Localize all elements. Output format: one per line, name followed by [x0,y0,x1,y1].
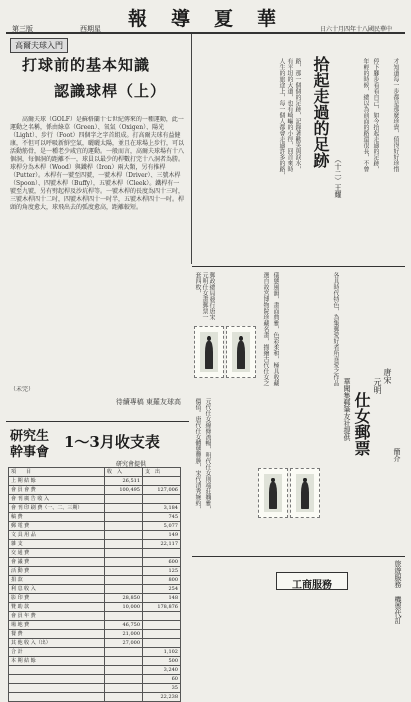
table-cell: 26,511 [105,477,143,486]
masthead-char-3: 夏 [214,8,234,30]
page-number: 第三版 [12,25,33,33]
table-cell: 餐 費 [9,630,105,639]
finance-org: 研究會提供 [116,461,147,468]
finance-col-header: 支 出 [143,468,181,477]
table-cell: 500 [143,657,181,666]
finance-title-2: 幹事會 [10,445,50,460]
table-row [9,621,181,630]
stamps-dynasty-1: 唐宋 [383,368,392,384]
table-cell [105,540,143,549]
essay-col-5: 停下腳步看看自己，如今拾起走過的足跡， [372,58,379,172]
stamp-image-3 [258,468,288,518]
table-cell: 影 印 費 [9,594,105,603]
essay-article [194,36,405,264]
table-row [9,594,181,603]
table-cell: 會 員 會 費 [9,486,105,495]
stamp-image-1 [194,326,224,378]
table-cell: 35 [143,684,181,693]
table-row [9,567,181,576]
golf-article [6,36,189,419]
table-cell: 其 他 收 入（出） [9,639,105,648]
table-cell: 125 [143,567,181,576]
table-cell: 149 [143,531,181,540]
table-cell: 10,000 [105,603,143,612]
table-cell [105,693,143,702]
table-cell [105,558,143,567]
table-cell: 28,850 [105,594,143,603]
masthead [0,0,411,32]
ad-section [192,558,405,636]
table-cell: 交 通 費 [9,549,105,558]
table-cell: 21,000 [105,630,143,639]
essay-author: （十二）王耀 [334,156,342,198]
stamps-title: 仕女郵票 [352,392,371,456]
table-cell: 745 [143,513,181,522]
table-cell: 會 員 年 費 [9,612,105,621]
table-cell [143,630,181,639]
golf-title-line2: 認識球桿（上） [54,82,167,100]
table-cell: 贊 助 款 [9,603,105,612]
table-cell: 800 [143,576,181,585]
masthead-char-1: 報 [128,8,148,30]
finance-col-header: 項 目 [9,468,105,477]
stamps-col-6: 各具時代特色，為集郵愛好者所喜愛之作品 [332,272,339,386]
masthead-char-2: 導 [171,8,191,30]
table-cell [105,549,143,558]
table-cell [105,675,143,684]
table-cell: 會 刊 印 刷 費（一、二、三期） [9,504,105,513]
masthead-char-4: 華 [257,8,277,30]
finance-table [8,467,181,702]
table-cell: 5,077 [143,522,181,531]
table-cell: 稿 費 [9,513,105,522]
table-row [9,675,181,684]
ad-right-col: 旅遊服務 機票代訂 [394,560,402,624]
table-cell [9,666,105,675]
table-cell [9,693,105,702]
essay-col-6: 才知道每一步都是那麼珍貴，值得好好珍惜 [392,58,399,172]
stamps-dynasty-2: 元明 [373,378,382,394]
table-cell [105,648,143,657]
golf-body: 高爾夫球（GOLF）是蘇格蘭十七世紀傳來的一種運動，此一運動之名稱，係由綠草（Green）、氧氣（Oxigen）、陽光（Light）、步行（Foot）四個字之字首組成。打高爾夫球有益健康，不但可以呼吸新鮮空氣，曬曬太陽，並且在球場上步行，可以活動筋骨，是一種老少咸宜的運動。一般而言，高爾夫球場有十八個洞，每個洞的距離不一，球員以最少的桿數打完十八洞者為勝。球桿分為木桿（Wood）與鐵桿（Iron）兩大類，另有推桿（Putter）。木桿有一號至四號，一號木桿（Driver）、三號木桿（Spoon）、四號木桿（Buffy），五號木桿（Cleek）。鐵桿有一號至九號，另有劈起桿及沙坑桿等。一號木桿的長度為四十三吋，三號木桿四十二吋，四號木桿四十一吋半，五號木桿四十一吋。桿頭的角度愈大，球飛出去的弧度愈高，距離較短。 [10,116,184,211]
table-cell: 22,117 [143,540,181,549]
essay-col-3: 路，那一個個的足跡，記錄著歡笑與淚水， [294,58,301,172]
golf-source: 待續專稿 東羅友球高 [115,398,181,406]
table-cell: 60 [143,675,181,684]
table-cell [143,621,181,630]
table-row [9,648,181,657]
stamps-article [192,268,405,554]
table-cell [105,504,143,513]
table-row [9,576,181,585]
table-cell [9,675,105,684]
table-cell: 合 計 [9,648,105,657]
table-row [9,585,181,594]
table-cell: 本 期 結 餘 [9,657,105,666]
essay-title: 拾起走過的足跡 [311,56,330,168]
table-row [9,495,181,504]
stamps-col-5: 元代仕女線條流暢，明代仕女則端莊嫻雅， [204,398,211,512]
table-cell [105,585,143,594]
stamp-image-2 [226,326,256,378]
table-cell: 178,876 [143,603,181,612]
ad-box [276,572,348,590]
table-cell [105,666,143,675]
finance-report [6,423,189,700]
issue-date: 日六十月四年十八國民華中 [320,26,393,33]
table-row [9,486,181,495]
table-cell: 600 [143,558,181,567]
table-row [9,684,181,693]
stamps-subtitle: 簡介 [393,448,401,462]
finance-col-header: 收 入 [105,468,143,477]
table-cell: 254 [143,585,181,594]
table-cell [105,495,143,504]
golf-continued: （未完） [10,386,35,393]
table-row [9,603,181,612]
table-cell: 148 [143,594,181,603]
table-row [9,549,181,558]
table-cell [9,684,105,693]
table-row [9,522,181,531]
table-cell [105,612,143,621]
essay-col-2: 有平坦的大道，也有崎嶇的小徑，回首來時 [286,58,293,172]
table-cell [105,684,143,693]
table-cell: 上 期 結 餘 [9,477,105,486]
golf-kicker: 高爾夫球入門 [10,38,68,53]
table-cell: 場 地 費 [9,621,105,630]
table-cell: 127,006 [143,486,181,495]
table-cell [105,522,143,531]
ad-label: 工商服務 [292,580,332,591]
table-cell [105,576,143,585]
table-cell [143,477,181,486]
table-cell: 3,240 [143,666,181,675]
table-row [9,657,181,666]
table-row [9,477,181,486]
table-cell [105,513,143,522]
table-cell: 22,238 [143,693,181,702]
table-row [9,513,181,522]
table-cell: 郵 電 費 [9,522,105,531]
table-cell: 活 動 費 [9,567,105,576]
stamps-col-3: 儀態風韻，畫面典雅，色彩柔和，極具收藏 [272,272,279,386]
stamps-provider: 華聞集郵筆友社提供 [343,378,351,441]
table-cell: 27,000 [105,639,143,648]
table-cell: 1,102 [143,648,181,657]
table-cell: 文 具 用 品 [9,531,105,540]
table-cell: 會 刊 廣 告 收 入 [9,495,105,504]
stamps-col-4: 價值。唐代仕女體態豐腴，宋代清秀婉約， [194,398,201,512]
table-cell [105,531,143,540]
table-cell [143,495,181,504]
table-cell [105,657,143,666]
weekday: 西期星 [80,25,101,33]
table-cell: 雜 支 [9,540,105,549]
table-cell [105,567,143,576]
finance-title-main: 1～3月收支表 [64,433,160,451]
table-cell [143,549,181,558]
table-cell: 會 議 費 [9,558,105,567]
table-cell: 100,495 [105,486,143,495]
stamps-col-1: 郵政總局發行唐宋元明仕女畫郵票一套四枚， [194,272,215,320]
table-cell: 46,750 [105,621,143,630]
finance-header-row [9,468,181,477]
finance-title-1: 研究生 [10,429,50,444]
stamps-col-2: 選自故宮博物院珍藏名畫，描繪古代仕女之 [262,272,269,386]
golf-title-line1: 打球前的基本知識 [22,56,151,74]
table-row [9,540,181,549]
table-cell: 捐 款 [9,576,105,585]
stamp-image-4 [290,468,320,518]
table-row [9,612,181,621]
essay-col-4: 年輕的時候，總以為前面的路還很長，不曾 [362,58,369,172]
table-row [9,630,181,639]
table-row [9,666,181,675]
essay-col-1: 人生的旅途上，每一個人都會走過許多的路， [278,58,285,178]
table-cell [143,612,181,621]
table-row [9,558,181,567]
table-cell: 利 息 收 入 [9,585,105,594]
table-row [9,504,181,513]
table-row [9,531,181,540]
table-cell: 3,184 [143,504,181,513]
table-row [9,693,181,702]
